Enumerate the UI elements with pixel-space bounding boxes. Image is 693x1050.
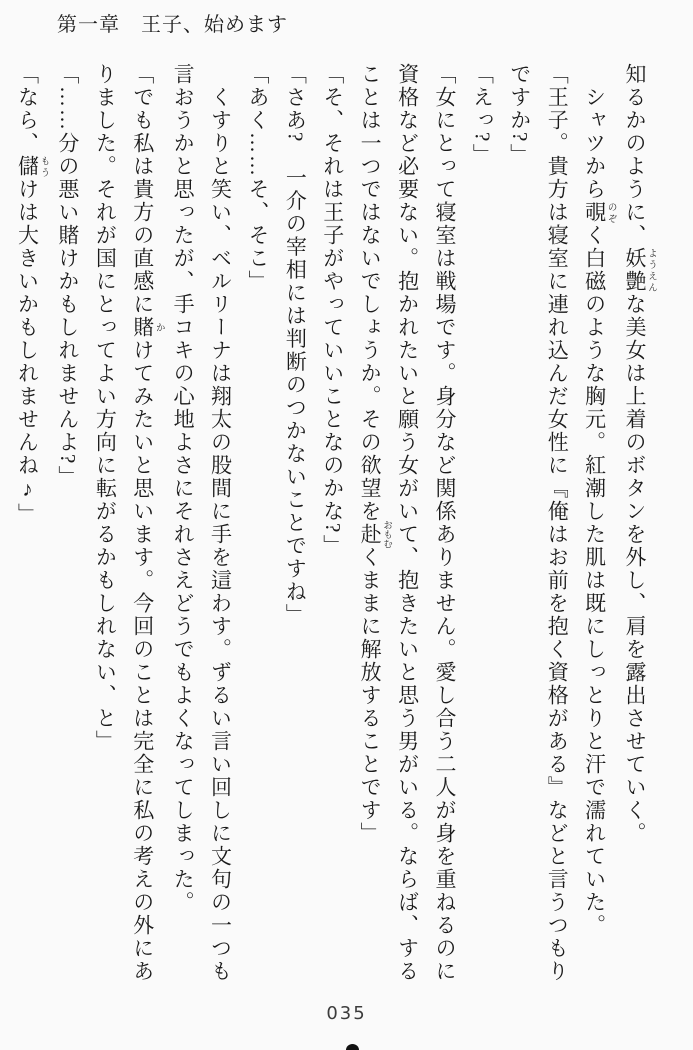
- ruby-annotated-text: 儲 もう: [15, 155, 49, 178]
- paragraph: 「あく……そ、そこ」: [245, 63, 270, 293]
- ruby-annotated-text: 赴 おもむ: [358, 520, 392, 549]
- chapter-header: 第一章 王子、始めます: [57, 14, 288, 36]
- ruby-annotated-text: 賭 か: [130, 316, 164, 339]
- paragraph: 「でも私は貴方の直感に賭 かけてみたいと思います。今回のことは完全に私の考えの外にあ りました。それが国にとってよい方向に転がるかもしれない、と」: [93, 63, 164, 983]
- paragraph: 「女にとって寝室は戦場です。身分など関係ありません。愛し合う二人が身を重ねるのに 資格など必要ない。抱かれたいと願う女がいて、抱きたいと思う男がいる。ならば、する ことは一つではないでしょうか。その欲望を赴 おもむくままに解放することです」: [358, 63, 457, 983]
- paragraph: シャツから覗 のぞく白磁のような胸元。紅潮した肌は既にしっとりと汗で濡れていた。: [582, 63, 616, 937]
- page-number: 035: [326, 1003, 367, 1024]
- page-bottom-dot: [346, 1044, 359, 1050]
- paragraph: 「そ、それは王子がやっていいことなのかな?」: [320, 63, 345, 558]
- ruby-annotated-text: 妖艶 ようえん: [623, 247, 656, 293]
- body-text: [8, 63, 656, 995]
- paragraph: 「えっ?」: [470, 63, 495, 167]
- paragraph: 「なら、儲 もうけは大きいかもしれませんね♪」: [15, 63, 49, 526]
- paragraph: 「……分の悪い賭けかもしれませんよ?」: [55, 63, 80, 489]
- paragraph: くすりと笑い、ベルリーナは翔太の股間に手を這わす。ずるい言い回しに文句の一つも 言おうかと思ったが、手コキの心地よさにそれさえどうでもよくなってしまった。: [171, 63, 233, 983]
- paragraph: 「王子。貴方は寝室に連れ込んだ女性に『俺はお前を抱く資格がある』などと言うつもり ですか?」: [507, 63, 570, 983]
- ruby-annotated-text: 覗 のぞ: [582, 201, 616, 224]
- paragraph: 知るかのように、妖艶 ようえんな美女は上着のボタンを外し、肩を露出させていく。: [623, 63, 656, 845]
- paragraph: 「さあ? 一介の宰相には判断のつかないことですね」: [283, 63, 308, 627]
